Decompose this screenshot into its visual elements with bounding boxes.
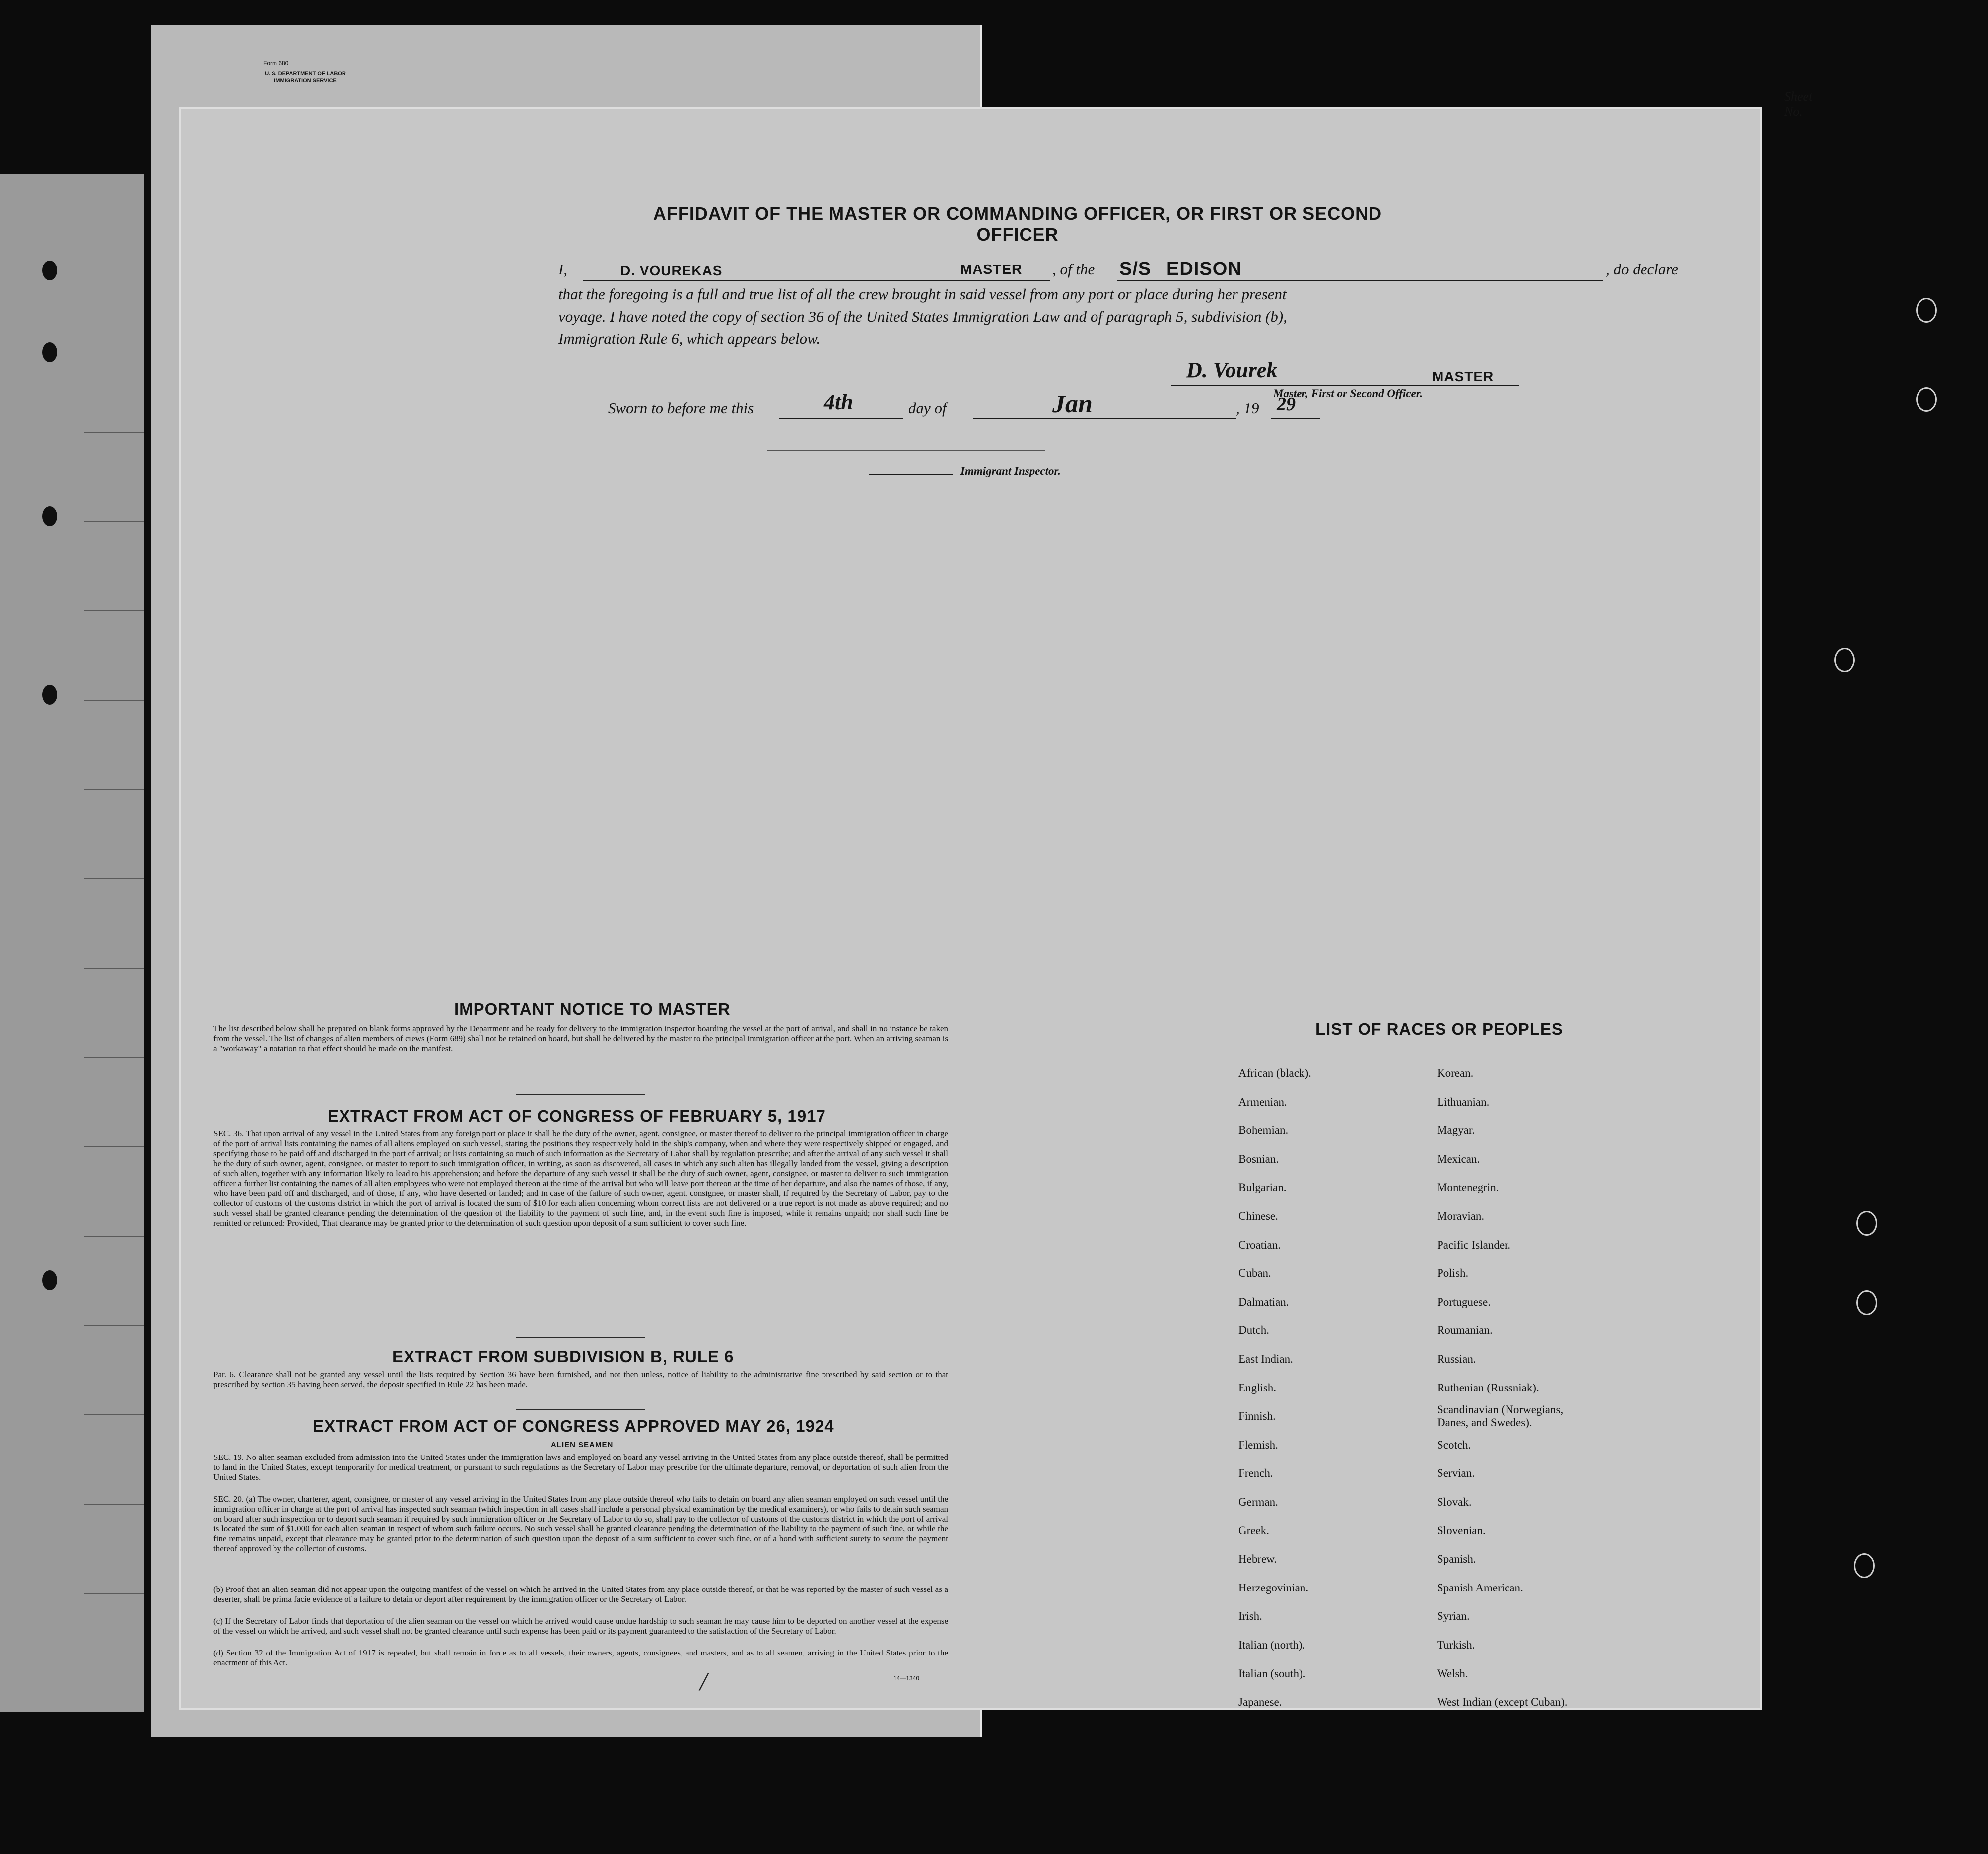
race-item: French.	[1238, 1467, 1273, 1480]
race-item: Mexican.	[1437, 1152, 1480, 1165]
race-item: Spanish.	[1437, 1553, 1476, 1566]
department-line: U. S. DEPARTMENT OF LABOR	[265, 71, 346, 77]
race-item: Hebrew.	[1238, 1553, 1277, 1566]
declaration-line-4: Immigration Rule 6, which appears below.	[558, 330, 821, 347]
day-of-text: day of	[908, 399, 947, 417]
race-item: Montenegrin.	[1437, 1181, 1499, 1194]
race-item: Welsh.	[1437, 1667, 1468, 1680]
divider	[516, 1409, 645, 1410]
year-prefix: , 19	[1236, 399, 1259, 417]
punch-hole	[42, 506, 57, 526]
race-item: Flemish.	[1238, 1438, 1278, 1451]
race-item: Chinese.	[1238, 1210, 1278, 1222]
race-item: Magyar.	[1437, 1124, 1475, 1137]
race-item: Dutch.	[1238, 1324, 1269, 1337]
affidavit-title: AFFIDAVIT OF THE MASTER OR COMMANDING OFFICER, OR FIRST OR SECOND OFFICER	[653, 203, 1382, 245]
race-item: Ruthenian (Russniak).	[1437, 1381, 1539, 1394]
signature-rank: MASTER	[1432, 369, 1494, 384]
race-item: West Indian (except Cuban).	[1437, 1696, 1568, 1709]
punch-hole	[42, 685, 57, 705]
race-item: Herzegovinian.	[1238, 1581, 1309, 1594]
vessel-name: EDISON	[1166, 259, 1242, 279]
race-item: Cuban.	[1238, 1267, 1271, 1280]
race-item: Japanese.	[1238, 1696, 1282, 1709]
rule6-text: Par. 6. Clearance shall not be granted any vessel until the lists required by Section 36 have been furnished, and not then unless, notice of liability to the administrative fine prescribed by said section or to that prescribed by section 35 having been served, the deposit specified in Rule 22 has been made.	[213, 1370, 948, 1389]
race-item: Bohemian.	[1238, 1124, 1289, 1137]
extract-1917-text: SEC. 36. That upon arrival of any vessel in the United States from any foreign port or place it shall be the duty of the owner, agent, consignee, or master thereof to deliver to the principal immigration officer in charge of the port of arrival lists containing the names of all aliens employed on such vessel, stating the positions they respectively hold in the ship's company, when and where they were respectively shipped or engaged, and specifying those to be paid off and discharged in the port of arrival; or lists containing so much of such information as the Secretary of Labor shall by regulation prescribe; and after the arrival of any such vessel it shall be the duty of such owner, agent, consignee, or master to report to such immigration officer, in writing, as soon as discovered, all cases in which any such alien has illegally landed from the vessel, giving a description of such alien, together with any information likely to lead to his apprehension; and before the departure of any such vessel it shall be the duty of such owner, agent, consignee, or master to deliver to such immigration officer a further list containing the names of all alien employees who were not employed thereon at the time of the arrival but who will leave port thereon at the time of her departure, and also the names of those, if any, who have been paid off and discharged, and of those, if any, who have deserted or landed; and in case of the failure of such owner, agent, consignee, or master shall, if required by the Secretary of Labor, pay to the collector of customs of the customs district in which the port of arrival is located the sum of $10 for each alien concerning whom correct lists are not delivered or a true report is not made as above required; and no such vessel shall be granted clearance pending the determination of the question of the liability to the payment of such fine, and, in the event such fine is imposed, while it remains unpaid; nor shall such fine be remitted or refunded: Provided, That clearance may be granted prior to the determination of such question upon deposit of a sum sufficient to cover such fine.	[213, 1129, 948, 1228]
sworn-text: Sworn to before me this	[608, 399, 754, 417]
race-item: Scotch.	[1437, 1438, 1471, 1451]
declaration-line-2: that the foregoing is a full and true list of all the crew brought in said vessel from any port or place during her present	[558, 285, 1287, 303]
sec20c-text: (c) If the Secretary of Labor finds that deportation of the alien seaman on the vessel on which he arrived would cause undue hardship to such seaman he may cause him to be deported on another vessel at the expense of the vessel on which he arrived, and such vessel shall not be granted clearance until such expense has been paid or its payment guaranteed to the satisfaction of the Secretary of Labor.	[213, 1616, 948, 1636]
notice-text: The list described below shall be prepared on blank forms approved by the Department and be ready for delivery to the immigration inspector boarding the vessel at the port of arrival, and shall in no instance be taken from the vessel. The list of changes of alien members of crews (Form 689) shall not be retained on board, but shall be delivered by the master to the principal immigration officer at the port. When an arriving seaman is a "workaway" a notation to that effect should be made on the manifest.	[213, 1024, 948, 1053]
sec20b-text: (b) Proof that an alien seaman did not appear upon the outgoing manifest of the vessel on which he arrived in the United States from any place outside thereof, or that he was reported by the master of such vessel as a deserter, shall be prima facie evidence of a failure to detain or deport after requirement by the immigration officer or the Secretary of Labor.	[213, 1585, 948, 1604]
service-line: IMMIGRATION SERVICE	[274, 78, 337, 84]
race-item: Croatian.	[1238, 1238, 1281, 1251]
master-name: D. VOUREKAS	[620, 263, 723, 278]
signature-caption: Master, First or Second Officer.	[1273, 387, 1423, 399]
extract-1924-title: EXTRACT FROM ACT OF CONGRESS APPROVED MAY 26, 1924	[313, 1417, 834, 1435]
print-code: 14—1340	[893, 1675, 920, 1682]
affidavit-sheet	[179, 107, 1762, 1710]
sec20a-text: SEC. 20. (a) The owner, charterer, agent, consignee, or master of any vessel arriving in the United States from any place outside thereof who fails to detain on board any alien seaman employed on such vessel until the immigration officer in charge at the port of arrival has inspected such seaman (which inspection in all cases shall include a personal physical examination by the medical examiners), or who fails to detain such seaman on board after such inspection or to deport such seaman if required by such immigration officer or the Secretary of Labor to do so, shall pay to the collector of customs of the customs district in which the port of arrival is located the sum of $1,000 for each alien seaman in respect of whom such failure occurs. No such vessel shall be granted clearance pending the determination of the liability to the payment of such fine, or while the fine remains unpaid, except that clearance may be granted prior to the determination of such question upon the deposit of a sum sufficient to cover such fine, or of a bond with sufficient surety to secure the payment thereof approved by the collector of customs.	[213, 1494, 948, 1553]
race-item: Pacific Islander.	[1437, 1238, 1511, 1251]
race-item: German.	[1238, 1496, 1278, 1508]
race-item: Korean.	[1437, 1067, 1474, 1079]
sec19-text: SEC. 19. No alien seaman excluded from admission into the United States under the immigration laws and employed on board any vessel arriving in the United States from any place outside thereof, shall be permitted to land in the United States, except temporarily for medical treatment, or pursuant to such regulations as the Secretary of Labor may prescribe for the ultimate departure, removal, or deportation of such alien from the United States.	[213, 1453, 948, 1482]
race-item: Italian (south).	[1238, 1667, 1306, 1680]
divider	[516, 1094, 645, 1095]
punch-hole	[1854, 1553, 1875, 1578]
race-item: Bosnian.	[1238, 1152, 1279, 1165]
sworn-day: 4th	[824, 390, 853, 414]
sworn-month: Jan	[1052, 390, 1093, 418]
punch-hole	[1916, 387, 1937, 412]
punch-hole	[1856, 1290, 1877, 1315]
declaration-line-3: voyage. I have noted the copy of section 36 of the United States Immigration Law and of paragraph 5, subdivision (b),	[558, 308, 1287, 325]
sec20d-text: (d) Section 32 of the Immigration Act of 1917 is repealed, but shall remain in force as to all vessels, their owners, agents, consignees, and masters, and as to all seamen, arriving in the United States prior to the enactment of this Act.	[213, 1648, 948, 1667]
extract-1917-title: EXTRACT FROM ACT OF CONGRESS OF FEBRUARY 5, 1917	[328, 1107, 826, 1125]
declaration-line	[558, 261, 567, 278]
race-item: Greek.	[1238, 1524, 1269, 1537]
divider	[516, 1337, 645, 1338]
master-rank: MASTER	[960, 262, 1023, 277]
extract-1924-subtitle: ALIEN SEAMEN	[551, 1441, 614, 1449]
race-item: Spanish American.	[1437, 1581, 1523, 1594]
notice-title: IMPORTANT NOTICE TO MASTER	[454, 1000, 731, 1018]
race-item: Slovenian.	[1437, 1524, 1486, 1537]
punch-hole	[42, 1270, 57, 1290]
race-item: Turkish.	[1437, 1639, 1475, 1651]
race-item: Roumanian.	[1437, 1324, 1493, 1337]
race-item: Armenian.	[1238, 1095, 1287, 1108]
ledger-strip	[0, 174, 144, 1712]
race-item: Italian (north).	[1238, 1639, 1305, 1651]
pronoun: I,	[558, 261, 568, 278]
race-item: East Indian.	[1238, 1353, 1293, 1365]
race-item: Russian.	[1437, 1353, 1476, 1365]
punch-hole	[1856, 1211, 1877, 1236]
race-item: Slovak.	[1437, 1496, 1472, 1508]
race-item: Servian.	[1437, 1467, 1475, 1480]
form-number: Form 680	[263, 60, 289, 66]
race-item: Bulgarian.	[1238, 1181, 1287, 1194]
rule6-title: EXTRACT FROM SUBDIVISION B, RULE 6	[392, 1347, 734, 1366]
punch-hole	[1834, 648, 1855, 672]
race-item: Portuguese.	[1437, 1295, 1491, 1308]
race-item: Dalmatian.	[1238, 1295, 1289, 1308]
of-the-text: , of the	[1052, 261, 1095, 278]
race-item: English.	[1238, 1381, 1277, 1394]
signature: D. Vourek	[1186, 358, 1278, 382]
race-item: Lithuanian.	[1437, 1095, 1490, 1108]
punch-hole	[42, 261, 57, 280]
do-declare-text: , do declare	[1606, 261, 1679, 278]
pen-mark: /	[700, 1668, 707, 1696]
race-item: Finnish.	[1238, 1410, 1276, 1423]
race-item: Irish.	[1238, 1610, 1262, 1623]
races-title: LIST OF RACES OR PEOPLES	[1315, 1020, 1563, 1038]
race-item: Scandinavian (Norwegians, Danes, and Swedes).	[1437, 1403, 1564, 1429]
race-item: African (black).	[1238, 1067, 1311, 1079]
punch-hole	[42, 342, 57, 362]
sheet-number-label: Sheet No.	[1784, 89, 1813, 119]
race-item: Moravian.	[1437, 1210, 1485, 1222]
department-header	[251, 70, 360, 84]
race-item: Polish.	[1437, 1267, 1469, 1280]
year-suffix: 29	[1277, 394, 1296, 415]
vessel-prefix: S/S	[1119, 259, 1152, 279]
inspector-caption: Immigrant Inspector.	[960, 465, 1061, 477]
punch-hole	[1916, 298, 1937, 323]
race-item: Syrian.	[1437, 1610, 1470, 1623]
